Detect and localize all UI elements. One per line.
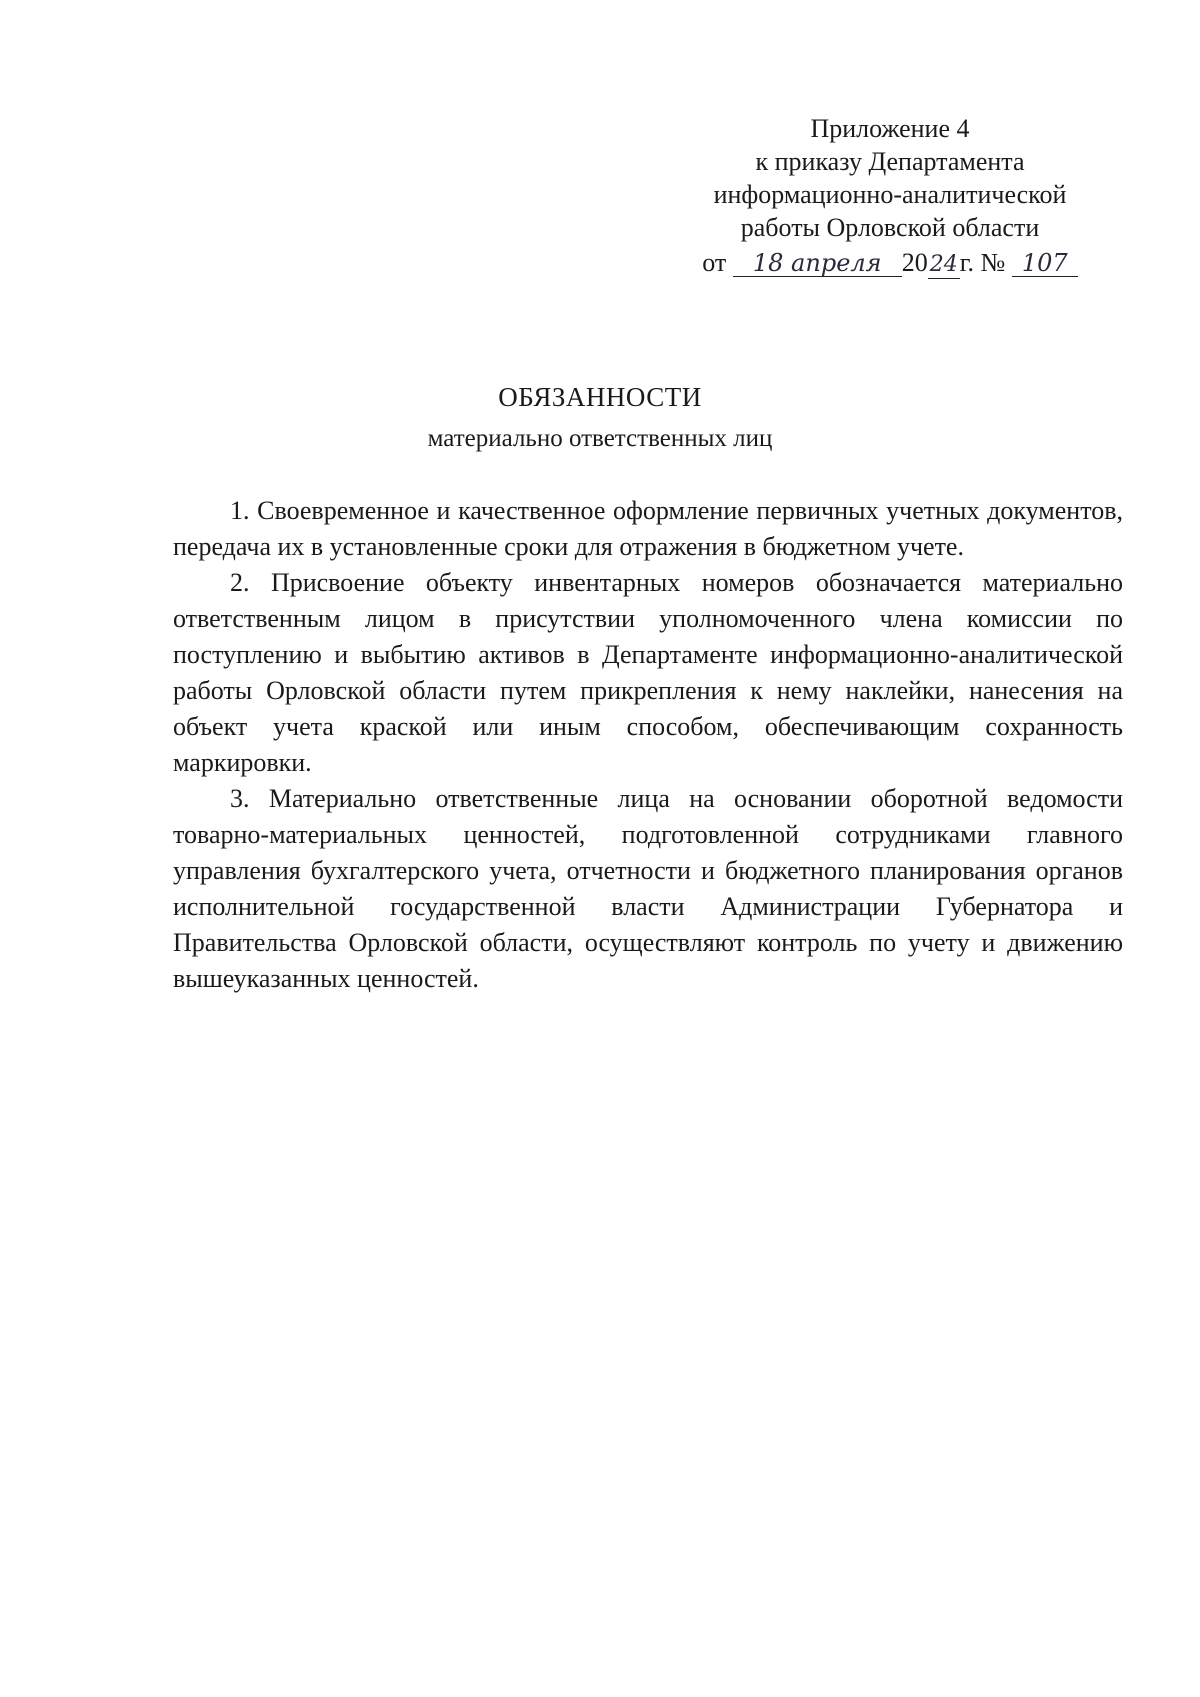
year-prefix: 20 [901, 248, 928, 277]
appendix-department: информационно-аналитической [713, 180, 1067, 209]
appendix-department-region: работы Орловской области [740, 213, 1040, 242]
appendix-number: Приложение 4 [810, 114, 970, 143]
appendix-order-ref: к приказу Департамента [755, 147, 1025, 176]
order-date-line [640, 246, 1140, 279]
document-body [173, 493, 1123, 997]
handwritten-date: 18 апреля [733, 250, 902, 277]
handwritten-year: 24 [929, 252, 958, 277]
year-number-label: г. № [959, 248, 1006, 277]
handwritten-order-number: 107 [1012, 250, 1078, 277]
document-subtitle: материально ответственных лиц [427, 425, 773, 452]
date-prefix: от [702, 248, 727, 277]
paragraph-1: 1. Своевременное и качественное оформление первичных учетных документов, передача их в установленные сроки для отражения в бюджетном учете. [173, 496, 1123, 561]
appendix-header [640, 112, 1140, 279]
paragraph-3: 3. Материально ответственные лица на основании оборотной ведомости товарно-материальных ценностей, подготовленной сотрудниками главного управления бухгалтерского учета, отчетности и бюджетного планирования органов исполнительной государственной власти Администрации Губернатора и Правительства Орловской области, осуществляют контроль по учету и движению вышеуказанных ценностей. [173, 784, 1123, 993]
paragraph-2: 2. Присвоение объекту инвентарных номеров обозначается материально ответственным лицом в присутствии уполномоченного члена комиссии по поступлению и выбытию активов в Департаменте информационно-аналитической работы Орловской области путем прикрепления к нему наклейки, нанесения на объект учета краской или иным способом, обеспечивающим сохранность маркировки. [173, 568, 1123, 777]
document-title: ОБЯЗАННОСТИ [498, 382, 702, 412]
